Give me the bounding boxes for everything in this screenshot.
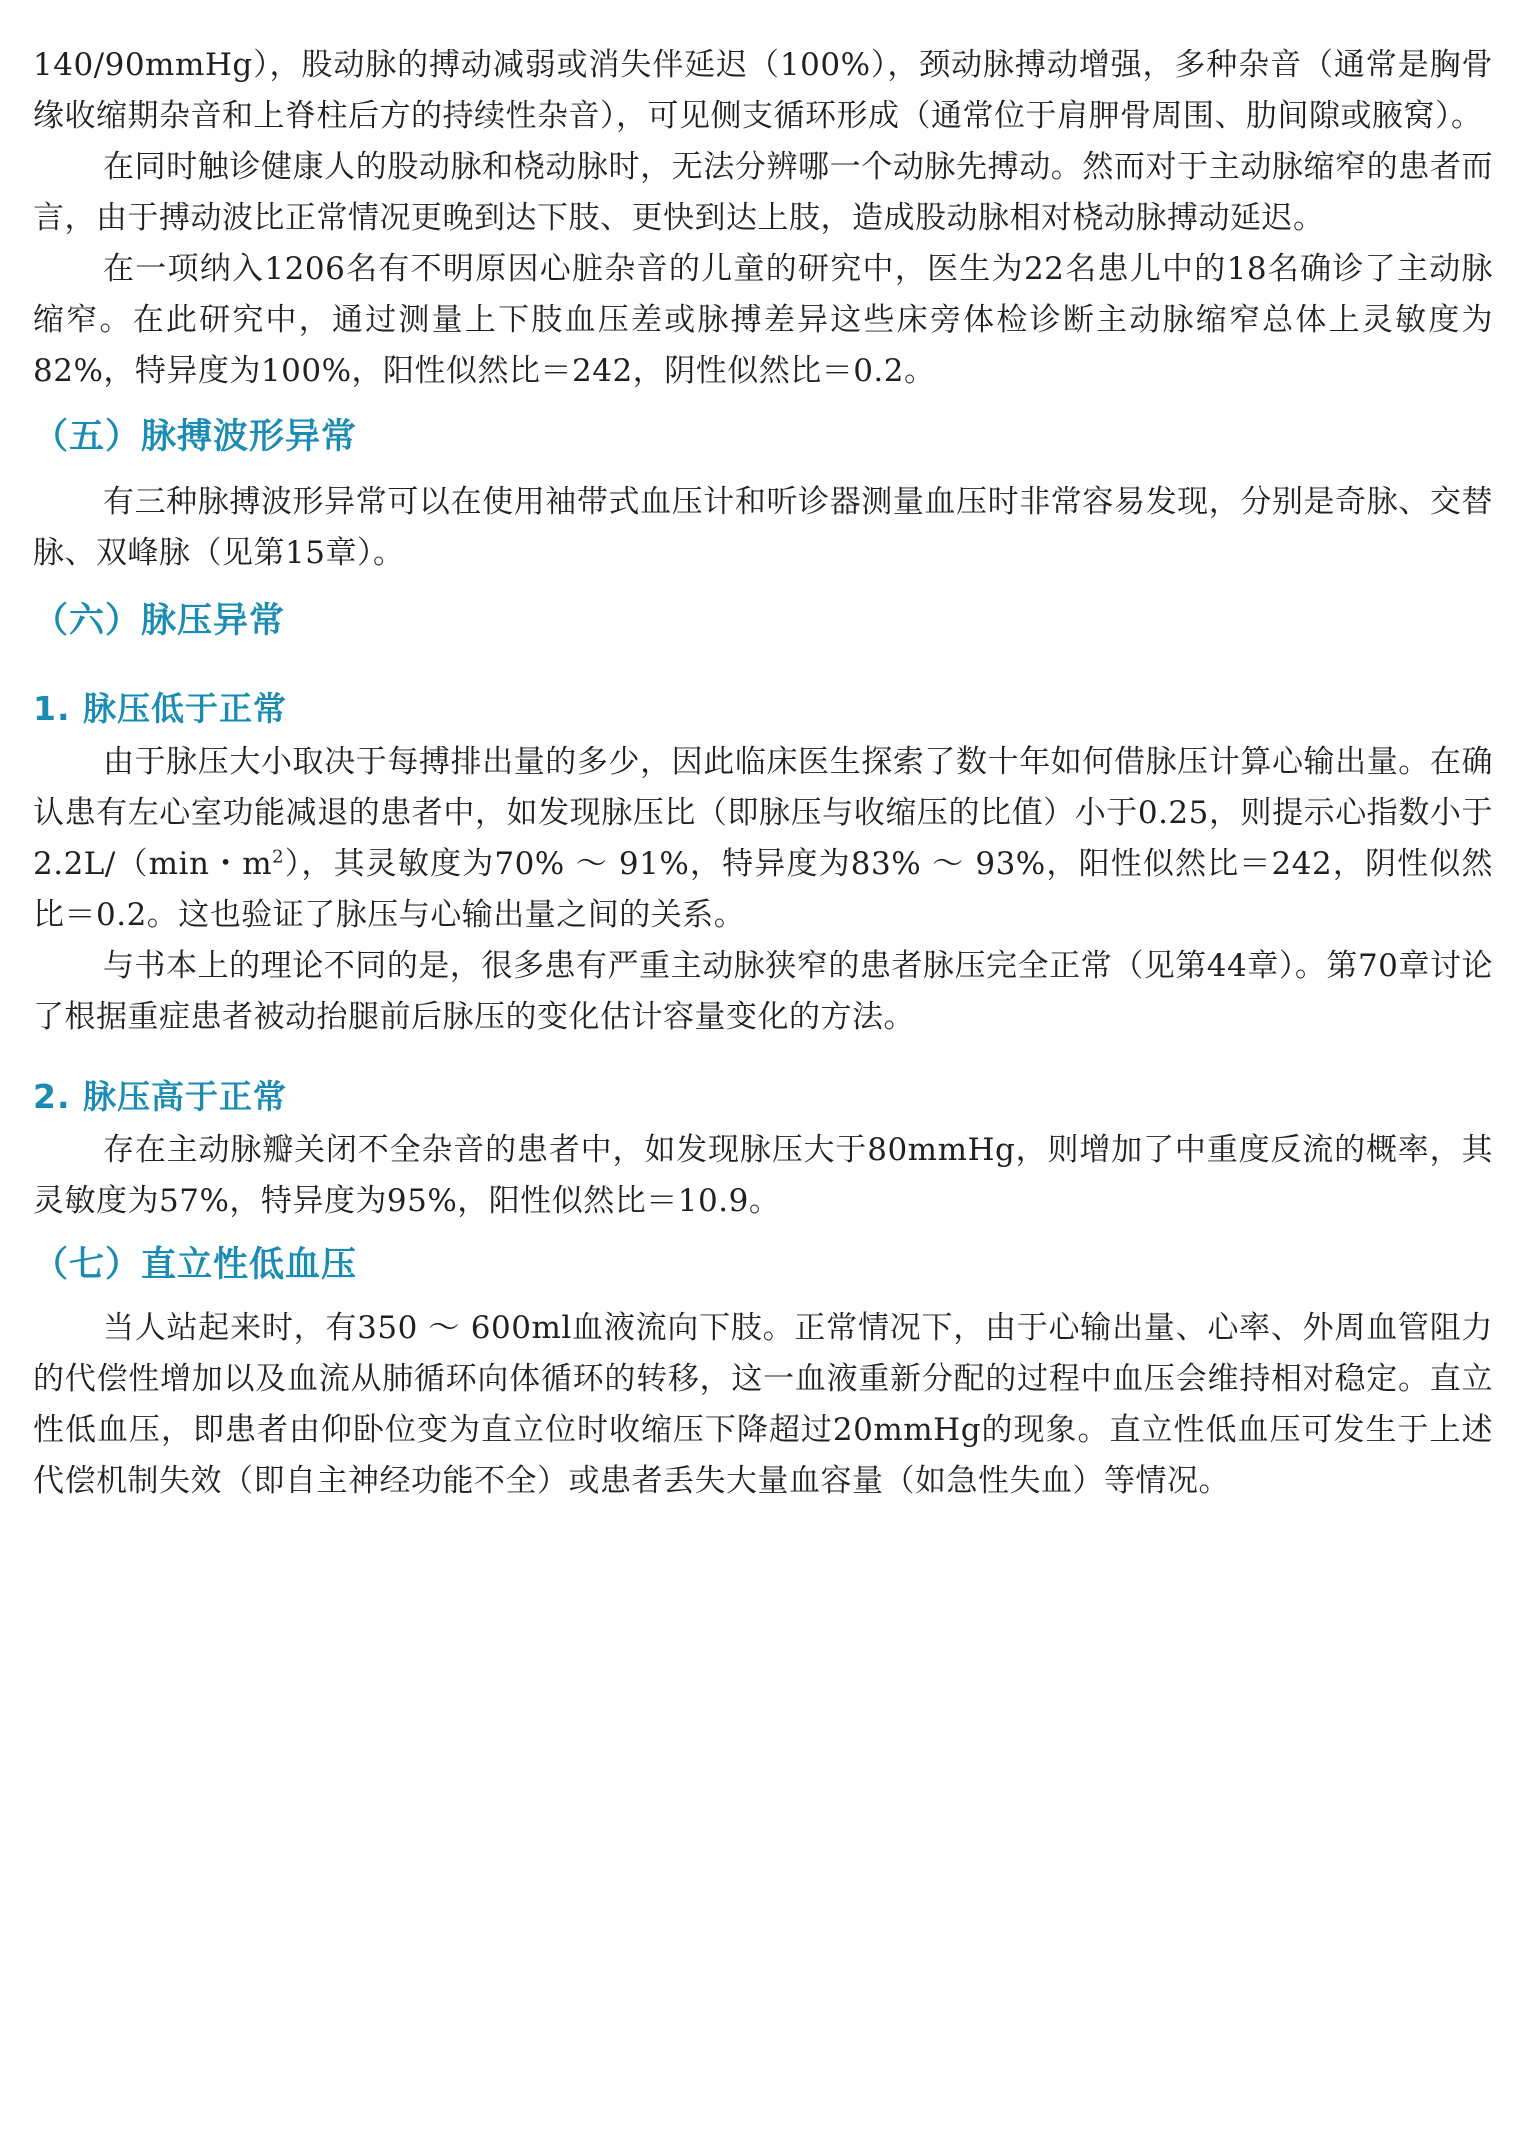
subheading-high-pulse-pressure: 2. 脉压高于正常 bbox=[33, 1077, 287, 1116]
section-heading-orthostatic-hypotension: （七）直立性低血压 bbox=[33, 1245, 358, 1285]
paragraph-study-results: 在一项纳入1206名有不明原因心脏杂音的儿童的研究中，医生为22名患儿中的18名确诊了主动脉缩窄。在此研究中，通过测量上下肢血压差或脉搏差异这些床旁体检诊断主动脉缩窄总体上灵敏度为82%，特异度为100%，阳性似然比＝242，阴性似然比＝0.2。 bbox=[33, 251, 1493, 389]
text-segment: ），其灵敏度为70% ～ 91%，特异度为83% ～ 93%，阳性似然比＝242，阴性似然比＝0.2。这也验证了脉压与心输出量之间的关系。 bbox=[33, 846, 1493, 933]
paragraph-low-pulse-pressure bbox=[33, 737, 1493, 941]
superscript: 2 bbox=[272, 846, 285, 868]
paragraph-orthostatic-hypotension: 当人站起来时，有350 ～ 600ml血液流向下肢。正常情况下，由于心输出量、心率、外周血管阻力的代偿性增加以及血流从肺循环向体循环的转移，这一血液重新分配的过程中血压会维持相对稳定。直立性低血压，即患者由仰卧位变为直立位时收缩压下降超过20mmHg的现象。直立性低血压可发生于上述代偿机制失效（即自主神经功能不全）或患者丢失大量血容量（如急性失血）等情况。 bbox=[33, 1310, 1493, 1499]
paragraph-high-pulse-pressure: 存在主动脉瓣关闭不全杂音的患者中，如发现脉压大于80mmHg，则增加了中重度反流的概率，其灵敏度为57%，特异度为95%，阳性似然比＝10.9。 bbox=[33, 1132, 1493, 1219]
paragraph-coarctation-signs: 140/90mmHg），股动脉的搏动减弱或消失伴延迟（100%），颈动脉搏动增强，多种杂音（通常是胸骨缘收缩期杂音和上脊柱后方的持续性杂音），可见侧支循环形成（通常位于肩胛骨周围、肋间隙或腋窝）。 bbox=[33, 47, 1493, 134]
section-heading-pulse-waveform: （五）脉搏波形异常 bbox=[33, 417, 358, 457]
section-heading-pulse-pressure: （六）脉压异常 bbox=[33, 601, 286, 641]
document-page bbox=[33, 40, 1493, 1507]
paragraph-pulse-delay: 在同时触诊健康人的股动脉和桡动脉时，无法分辨哪一个动脉先搏动。然而对于主动脉缩窄的患者而言，由于搏动波比正常情况更晚到达下肢、更快到达上肢，造成股动脉相对桡动脉搏动延迟。 bbox=[33, 149, 1493, 236]
text-segment: 由于脉压大小取决于每搏排出量的多少，因此临床医生探索了数十年如何借脉压计算心输出量。在确认患有左心室功能减退的患者中，如发现脉压比（即脉压与收缩压的比值）小于0.25，则提示心指数小于2.2L/（min・m bbox=[33, 744, 1493, 882]
paragraph-waveform: 有三种脉搏波形异常可以在使用袖带式血压计和听诊器测量血压时非常容易发现，分别是奇脉、交替脉、双峰脉（见第15章）。 bbox=[33, 484, 1493, 571]
paragraph-aortic-stenosis: 与书本上的理论不同的是，很多患有严重主动脉狭窄的患者脉压完全正常（见第44章）。第70章讨论了根据重症患者被动抬腿前后脉压的变化估计容量变化的方法。 bbox=[33, 948, 1493, 1035]
subheading-low-pulse-pressure: 1. 脉压低于正常 bbox=[33, 689, 287, 728]
